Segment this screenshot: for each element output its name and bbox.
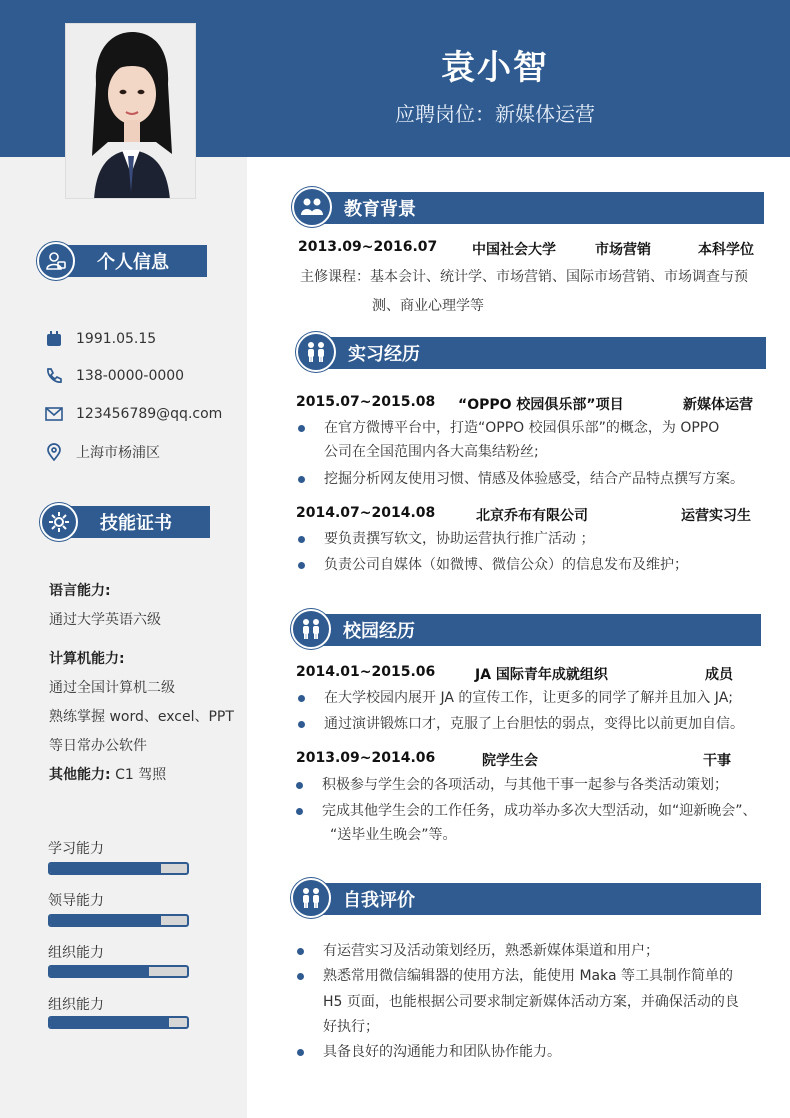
other-skills: 其他能力: C1 驾照	[49, 767, 167, 783]
internship-2-bullet-2: 负责公司自媒体（如微博、微信公众）的信息发布及维护；	[324, 553, 688, 577]
internship-header	[296, 335, 766, 371]
campus-1-role: 成员	[705, 667, 733, 683]
internship-2-org: 北京乔布有限公司	[476, 508, 588, 524]
ability-bar	[48, 965, 189, 978]
ability-bar	[48, 914, 189, 927]
self-eval-title: 自我评价	[315, 883, 761, 915]
people-icon	[296, 332, 336, 372]
birth-row	[44, 329, 156, 349]
self-eval-bullet-2-cont-2: 好执行；	[323, 1019, 379, 1035]
ability-label: 学习能力	[48, 841, 104, 857]
internship-1-role: 新媒体运营	[683, 397, 753, 413]
self-eval-bullet-2: 熟悉常用微信编辑器的使用方法，能使用 Maka 等工具制作简单的	[323, 964, 733, 988]
campus-1-bullet-1: 在大学校园内展开 JA 的宣传工作，让更多的同学了解并且加入 JA;	[324, 686, 733, 710]
personal-info-header	[37, 243, 212, 277]
campus-1-org: JA 国际青年成就组织	[475, 667, 608, 683]
campus-2-date: 2013.09~2014.06	[296, 750, 436, 766]
ability-bar	[48, 1016, 189, 1029]
job-position: 应聘岗位：新媒体运营	[395, 102, 595, 126]
self-eval-bullet-3: 具备良好的沟通能力和团队协作能力。	[323, 1040, 561, 1064]
gear-icon	[40, 503, 78, 541]
internship-2-date: 2014.07~2014.08	[296, 505, 436, 521]
education-degree: 本科学位	[698, 242, 754, 258]
ability-label: 领导能力	[48, 893, 104, 909]
personal-info-title: 个人信息	[59, 245, 207, 277]
ability-label: 组织能力	[48, 997, 104, 1013]
campus-title: 校园经历	[315, 614, 761, 646]
education-header	[292, 190, 764, 226]
self-eval-bullet-1: 有运营实习及活动策划经历，熟悉新媒体渠道和用户；	[323, 939, 659, 963]
campus-2-bullet-2-cont: “送毕业生晚会”等。	[330, 827, 457, 843]
phone-icon	[44, 366, 64, 386]
internship-1-org: “OPPO 校园俱乐部”项目	[458, 397, 624, 413]
campus-2-bullet-1: 积极参与学生会的各项活动，与其他干事一起参与各类活动策划；	[322, 773, 728, 797]
language-value: 通过大学英语六级	[49, 612, 161, 628]
internship-1-bullet-2: 挖掘分析网友使用习惯、情感及体验感受，结合产品特点撰写方案。	[324, 467, 744, 491]
address-row	[44, 442, 160, 462]
people-icon	[291, 609, 331, 649]
location-pin-icon	[44, 442, 64, 462]
self-eval-bullet-2-cont-1: H5 页面，也能根据公司要求制定新媒体活动方案，并确保活动的良	[323, 994, 739, 1010]
campus-1-bullet-2: 通过演讲锻炼口才，克服了上台胆怯的弱点，变得比以前更加自信。	[324, 712, 744, 736]
user-card-icon	[37, 242, 75, 280]
internship-title: 实习经历	[320, 337, 766, 369]
calendar-icon	[44, 329, 64, 349]
people-icon	[291, 878, 331, 918]
home-address: 上海市杨浦区	[76, 445, 160, 461]
profile-photo	[65, 23, 196, 199]
computer-line-1: 通过全国计算机二级	[49, 680, 175, 696]
skills-title: 技能证书	[62, 506, 210, 538]
education-courses-line-2: 测、商业心理学等	[372, 298, 484, 314]
computer-line-2: 熟练掌握 word、excel、PPT	[49, 709, 234, 725]
candidate-name: 袁小智	[441, 48, 549, 88]
internship-2-bullet-1: 要负责撰写软文，协助运营执行推广活动 ；	[324, 527, 594, 551]
computer-line-3: 等日常办公软件	[49, 738, 147, 754]
campus-2-org: 院学生会	[482, 753, 538, 769]
group-icon	[292, 187, 332, 227]
email-address: 123456789@qq.com	[76, 406, 223, 422]
campus-1-date: 2014.01~2015.06	[296, 664, 436, 680]
ability-label: 组织能力	[48, 945, 104, 961]
campus-2-bullet-2: 完成其他学生会的工作任务，成功举办多次大型活动，如“迎新晚会”、	[322, 799, 757, 823]
internship-1-date: 2015.07~2015.08	[296, 394, 436, 410]
education-date: 2013.09~2016.07	[298, 239, 438, 255]
internship-1-bullet-1: 在官方微博平台中，打造“OPPO 校园俱乐部”的概念，为 OPPO	[324, 416, 719, 440]
campus-2-role: 干事	[703, 753, 731, 769]
campus-header	[291, 612, 761, 648]
education-school: 中国社会大学	[472, 242, 556, 258]
phone-row	[44, 366, 184, 386]
skills-header	[40, 504, 212, 538]
ability-bar	[48, 862, 189, 875]
internship-1-bullet-1-cont: 公司在全国范围内各大高集结粉丝;	[324, 444, 539, 460]
education-courses-line-1: 主修课程：基本会计、统计学、市场营销、国际市场营销、市场调查与预	[300, 269, 748, 285]
birth-date: 1991.05.15	[76, 331, 157, 347]
education-major: 市场营销	[595, 242, 651, 258]
language-label: 语言能力:	[49, 583, 111, 599]
email-row	[44, 404, 222, 424]
self-eval-header	[291, 881, 761, 917]
mail-icon	[44, 404, 64, 424]
education-title: 教育背景	[316, 192, 764, 224]
internship-2-role: 运营实习生	[681, 508, 751, 524]
phone-number: 138-0000-0000	[76, 368, 185, 384]
computer-label: 计算机能力:	[49, 651, 125, 667]
